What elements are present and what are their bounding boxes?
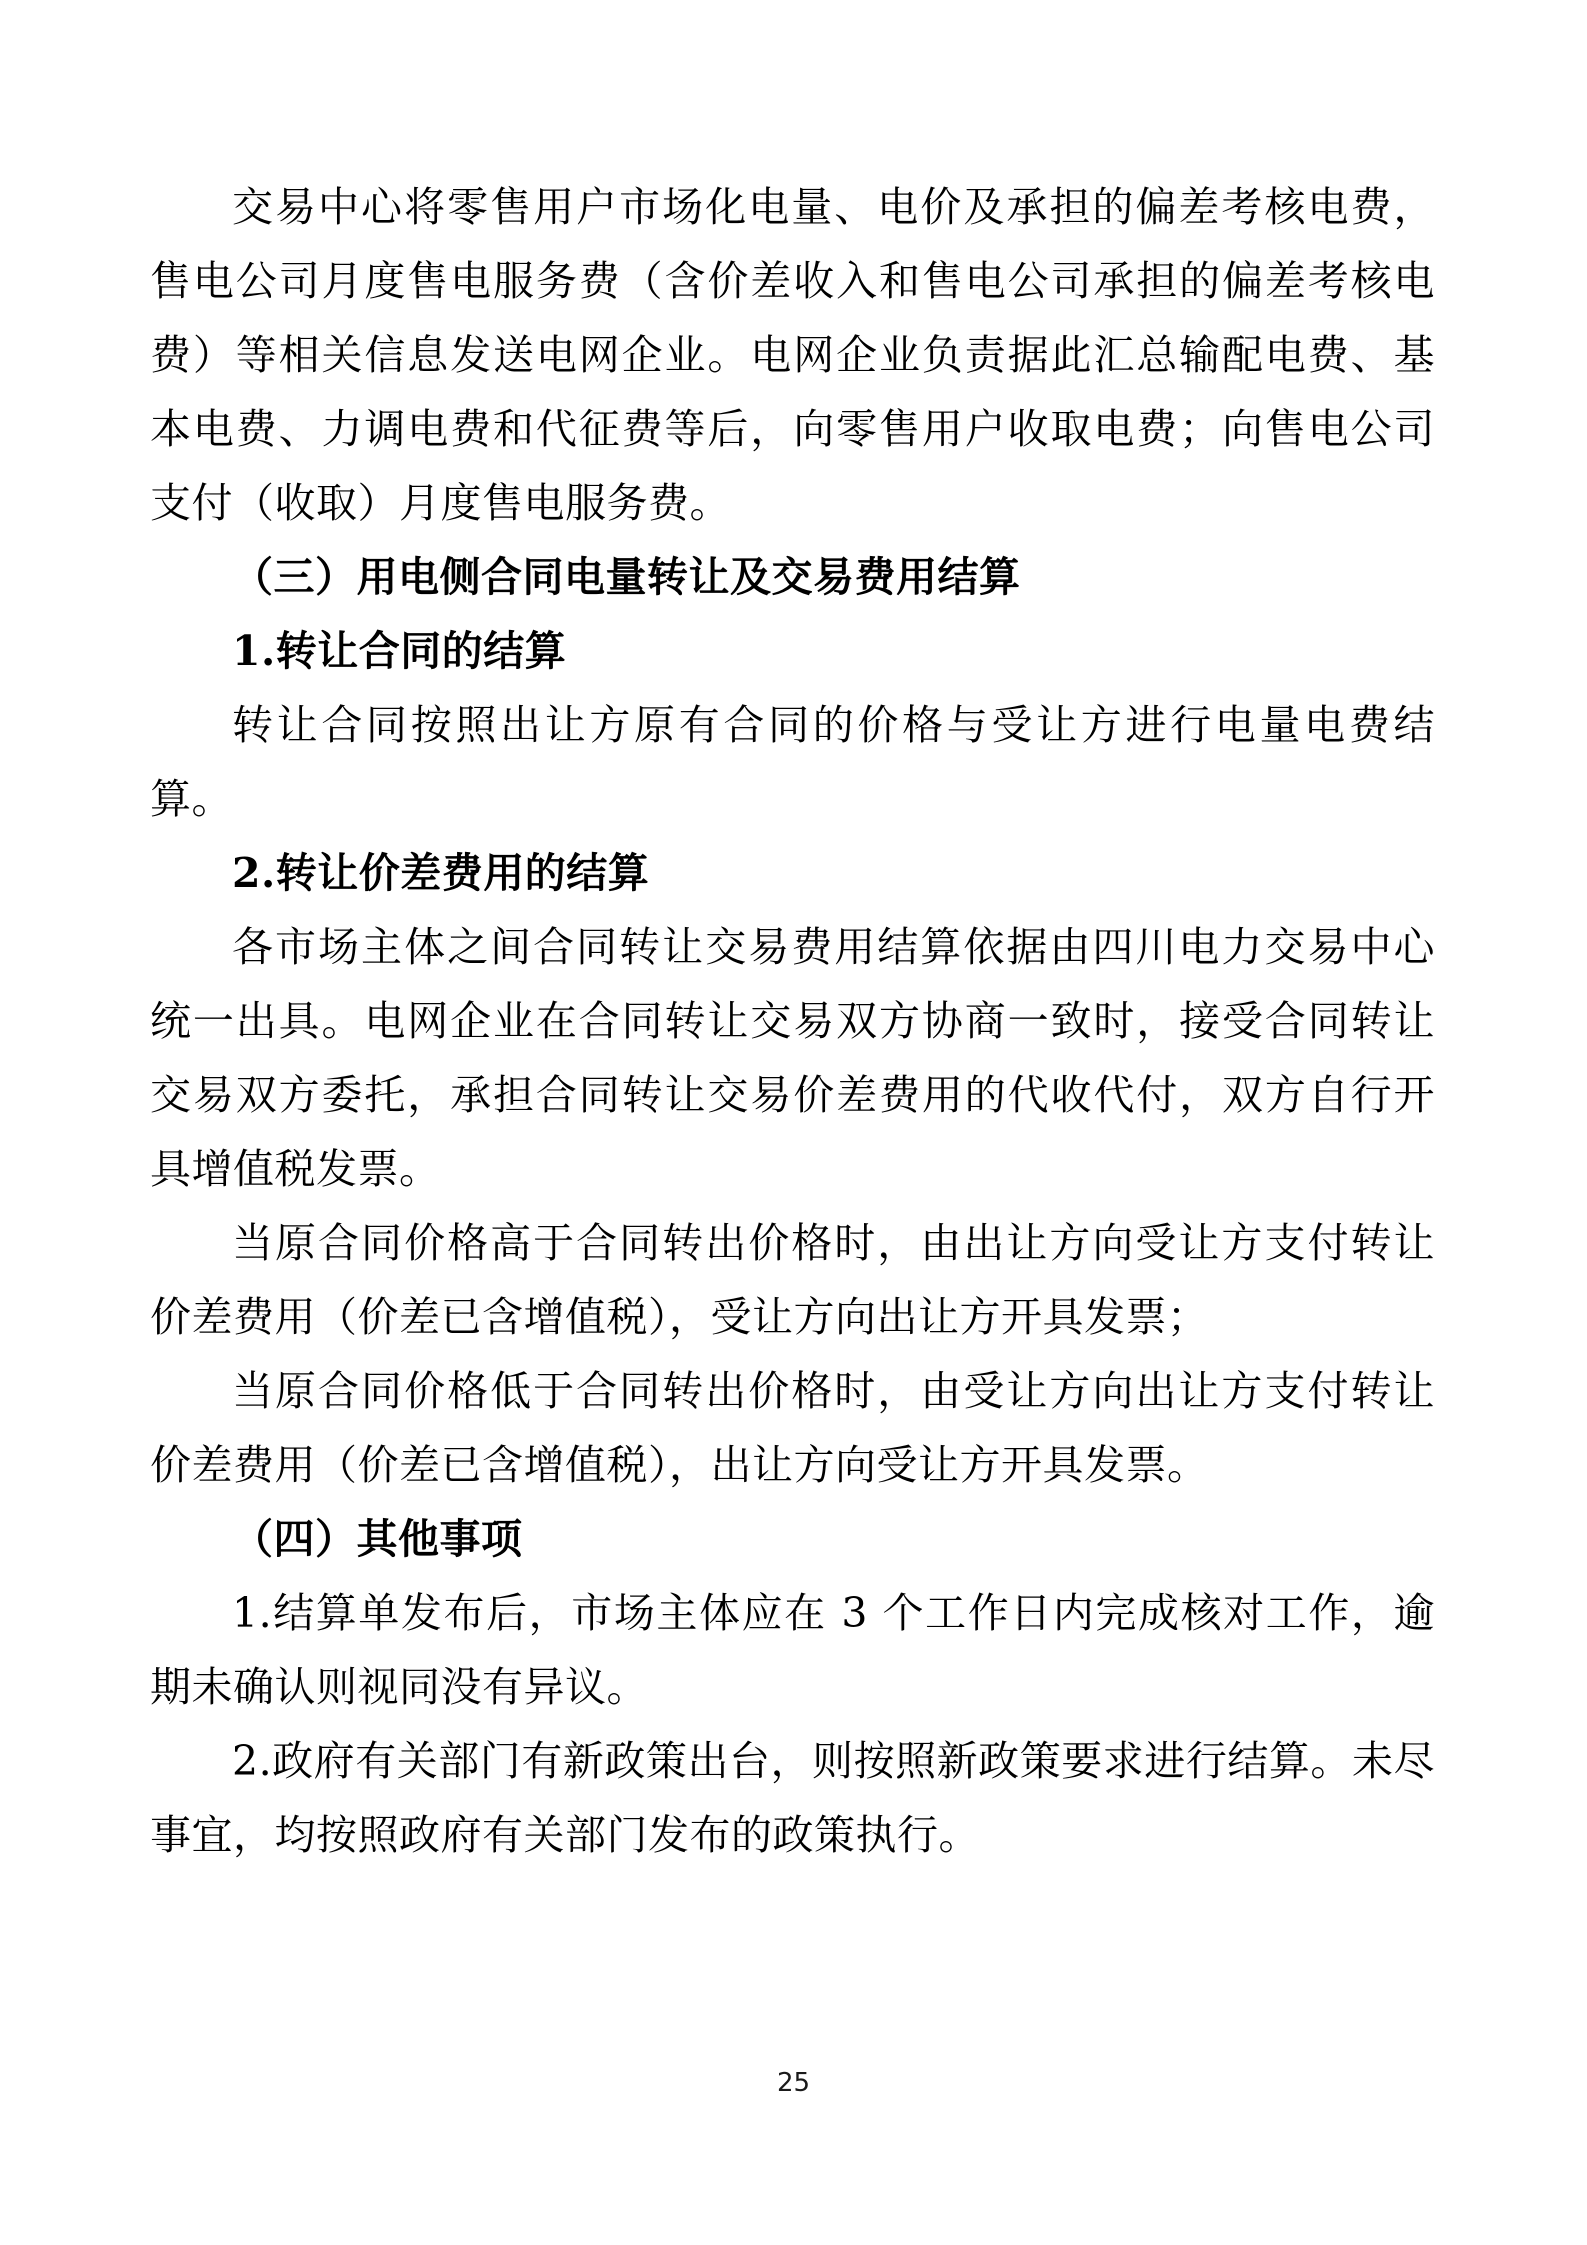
heading-section-four: （四）其他事项 <box>232 1515 523 1563</box>
heading-section-three: （三）用电侧合同电量转让及交易费用结算 <box>232 553 1021 601</box>
document-body <box>150 170 1435 1872</box>
paragraph-other-item-2: 2.政府有关部门有新政策出台，则按照新政策要求进行结算。未尽事宜，均按照政府有关部门发布的政策执行。 <box>150 1737 1435 1859</box>
paragraph-price-difference-settlement-body: 各市场主体之间合同转让交易费用结算依据由四川电力交易中心统一出具。电网企业在合同转让交易双方协商一致时，接受合同转让交易双方委托，承担合同转让交易价差费用的代收代付，双方自行开具增值税发票。 <box>150 923 1435 1193</box>
paragraph-other-item-1: 1.结算单发布后，市场主体应在 3 个工作日内完成核对工作，逾期未确认则视同没有异议。 <box>150 1589 1435 1711</box>
subheading-price-difference-settlement: 2.转让价差费用的结算 <box>232 849 650 897</box>
paragraph-settlement-info-flow: 交易中心将零售用户市场化电量、电价及承担的偏差考核电费，售电公司月度售电服务费（含价差收入和售电公司承担的偏差考核电费）等相关信息发送电网企业。电网企业负责据此汇总输配电费、基本电费、力调电费和代征费等后，向零售用户收取电费；向售电公司支付（收取）月度售电服务费。 <box>150 183 1435 527</box>
subheading-transfer-contract-settlement: 1.转让合同的结算 <box>232 627 567 675</box>
paragraph-original-price-lower: 当原合同价格低于合同转出价格时，由受让方向出让方支付转让价差费用（价差已含增值税），出让方向受让方开具发票。 <box>150 1367 1435 1489</box>
page-number: 25 <box>776 2068 811 2098</box>
paragraph-original-price-higher: 当原合同价格高于合同转出价格时，由出让方向受让方支付转让价差费用（价差已含增值税），受让方向出让方开具发票； <box>150 1219 1435 1341</box>
paragraph-transfer-contract-settlement-body: 转让合同按照出让方原有合同的价格与受让方进行电量电费结算。 <box>150 701 1435 823</box>
